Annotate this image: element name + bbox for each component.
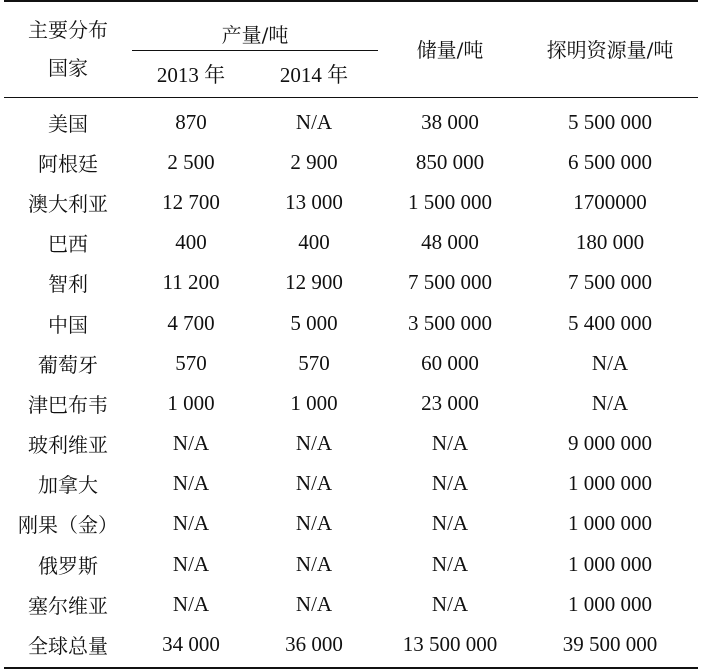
cell-identified: 9 000 000 bbox=[568, 431, 652, 456]
header-country-label: 主要分布国家 bbox=[28, 17, 108, 80]
table-row-total bbox=[4, 624, 698, 667]
cell-country: 俄罗斯 bbox=[38, 553, 98, 578]
cell-country: 葡萄牙 bbox=[38, 352, 98, 377]
cell-reserves: 23 000 bbox=[421, 390, 479, 415]
table-header bbox=[4, 1, 698, 98]
cell-identified: 5 500 000 bbox=[568, 109, 652, 134]
cell-identified: 1 000 000 bbox=[568, 551, 652, 576]
cell-reserves: N/A bbox=[431, 511, 469, 536]
cell-identified: 1 000 000 bbox=[568, 511, 652, 536]
header-reserves: 储量/吨 bbox=[378, 1, 522, 98]
table-row bbox=[4, 424, 698, 464]
cell-production-2014: N/A bbox=[295, 511, 333, 536]
cell-production-2014: 1 000 bbox=[290, 390, 338, 415]
cell-production-2014: 5 000 bbox=[290, 310, 338, 335]
cell-production-2013: 4 700 bbox=[167, 310, 215, 335]
cell-country: 塞尔维亚 bbox=[28, 593, 108, 618]
cell-reserves: N/A bbox=[431, 551, 469, 576]
cell-production-2013: 12 700 bbox=[162, 189, 220, 214]
cell-production-2014: 2 900 bbox=[290, 149, 338, 174]
cell-production-2013: N/A bbox=[172, 471, 210, 496]
cell-identified: 5 400 000 bbox=[568, 310, 652, 335]
cell-production-2014: 400 bbox=[298, 230, 330, 255]
table-row bbox=[4, 182, 698, 222]
table-row bbox=[4, 98, 698, 143]
cell-production-2013: 400 bbox=[175, 230, 207, 255]
cell-country: 津巴布韦 bbox=[28, 392, 108, 417]
cell-production-2013: N/A bbox=[172, 551, 210, 576]
cell-production-2013: N/A bbox=[172, 431, 210, 456]
cell-production-2013: 870 bbox=[175, 109, 207, 134]
table-row bbox=[4, 544, 698, 584]
header-year-2013: 2013 年 bbox=[132, 51, 250, 98]
table-row bbox=[4, 303, 698, 343]
cell-country: 美国 bbox=[48, 111, 88, 136]
cell-reserves: 13 500 000 bbox=[402, 632, 498, 657]
cell-production-2014: N/A bbox=[295, 471, 333, 496]
table-row bbox=[4, 504, 698, 544]
table-row bbox=[4, 343, 698, 383]
cell-country: 澳大利亚 bbox=[28, 191, 108, 216]
cell-country: 阿根廷 bbox=[38, 151, 98, 176]
cell-production-2014: N/A bbox=[295, 431, 333, 456]
cell-production-2013: 2 500 bbox=[167, 149, 215, 174]
header-production: 产量/吨 bbox=[132, 1, 378, 51]
cell-production-2014: 12 900 bbox=[285, 270, 343, 295]
cell-identified: 6 500 000 bbox=[568, 149, 652, 174]
cell-country: 刚果（金） bbox=[18, 513, 118, 538]
cell-identified: N/A bbox=[591, 390, 629, 415]
cell-country: 智利 bbox=[48, 272, 88, 297]
header-country bbox=[4, 1, 132, 98]
header-year-2014: 2014 年 bbox=[250, 51, 378, 98]
cell-identified: 39 500 000 bbox=[562, 632, 658, 657]
cell-country: 玻利维亚 bbox=[28, 433, 108, 458]
cell-production-2013: 570 bbox=[175, 350, 207, 375]
cell-country: 加拿大 bbox=[38, 473, 98, 498]
table-row bbox=[4, 263, 698, 303]
cell-reserves: 7 500 000 bbox=[408, 270, 492, 295]
table-row bbox=[4, 584, 698, 624]
cell-production-2013: 34 000 bbox=[162, 632, 220, 657]
cell-reserves: 3 500 000 bbox=[408, 310, 492, 335]
cell-reserves: 38 000 bbox=[421, 109, 479, 134]
lithium-resources-table-wrapper bbox=[4, 0, 698, 669]
cell-reserves: 48 000 bbox=[421, 230, 479, 255]
cell-reserves: N/A bbox=[431, 431, 469, 456]
cell-identified: 1700000 bbox=[573, 189, 647, 214]
cell-production-2014: N/A bbox=[295, 551, 333, 576]
cell-reserves: 850 000 bbox=[415, 149, 485, 174]
cell-identified: N/A bbox=[591, 350, 629, 375]
cell-identified: 7 500 000 bbox=[568, 270, 652, 295]
cell-production-2013: 11 200 bbox=[162, 270, 220, 295]
cell-production-2014: N/A bbox=[295, 109, 333, 134]
cell-production-2014: 36 000 bbox=[285, 632, 343, 657]
table-row bbox=[4, 142, 698, 182]
cell-country: 中国 bbox=[48, 312, 88, 337]
table-row bbox=[4, 383, 698, 423]
cell-production-2014: 570 bbox=[298, 350, 330, 375]
table-row bbox=[4, 223, 698, 263]
cell-reserves: 1 500 000 bbox=[408, 189, 492, 214]
cell-production-2014: 13 000 bbox=[285, 189, 343, 214]
cell-identified: 1 000 000 bbox=[568, 471, 652, 496]
cell-production-2013: 1 000 bbox=[167, 390, 215, 415]
table-row bbox=[4, 464, 698, 504]
cell-reserves: 60 000 bbox=[421, 350, 479, 375]
lithium-resources-table bbox=[4, 0, 698, 669]
cell-reserves: N/A bbox=[431, 471, 469, 496]
table-body bbox=[4, 98, 698, 668]
cell-reserves: N/A bbox=[431, 591, 469, 616]
header-identified: 探明资源量/吨 bbox=[522, 1, 698, 98]
cell-identified: 1 000 000 bbox=[568, 591, 652, 616]
cell-production-2013: N/A bbox=[172, 591, 210, 616]
cell-country: 全球总量 bbox=[28, 634, 108, 659]
header-row-1 bbox=[4, 1, 698, 51]
cell-identified: 180 000 bbox=[575, 230, 645, 255]
cell-production-2014: N/A bbox=[295, 591, 333, 616]
cell-production-2013: N/A bbox=[172, 511, 210, 536]
cell-country: 巴西 bbox=[48, 232, 88, 257]
